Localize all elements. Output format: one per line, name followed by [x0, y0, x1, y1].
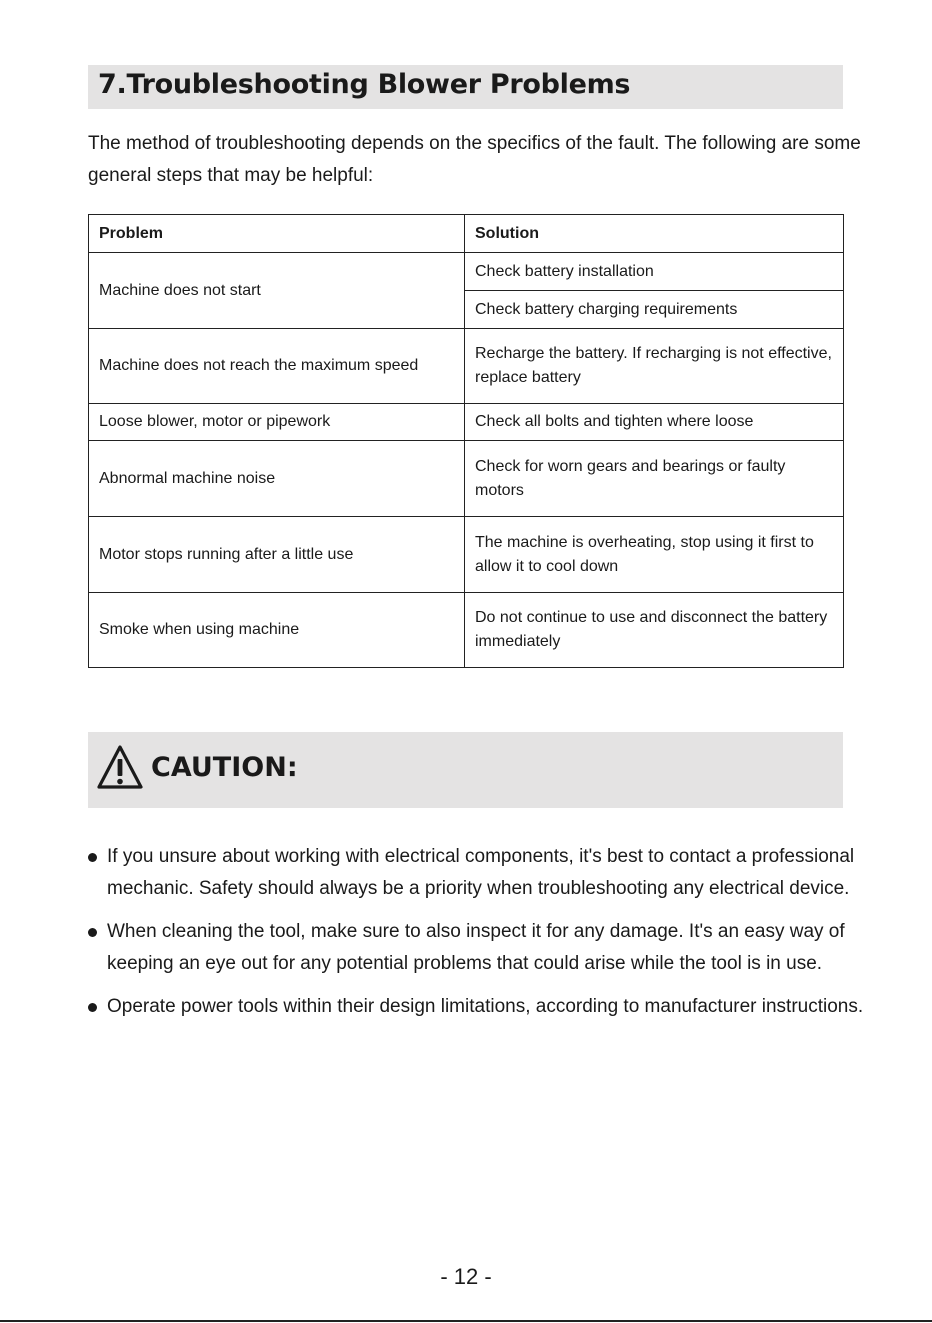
list-item	[88, 916, 868, 980]
bottom-rule	[0, 1320, 932, 1322]
problem-cell: Smoke when using machine	[89, 593, 465, 668]
table-header-row	[89, 215, 844, 253]
solution-cell: Check all bolts and tighten where loose	[465, 404, 844, 441]
intro-paragraph: The method of troubleshooting depends on the specifics of the fault. The following are some general steps that may be helpful:	[88, 133, 861, 186]
header-solution: Solution	[465, 215, 844, 253]
solution-cell: Recharge the battery. If recharging is not effective, replace battery	[465, 329, 844, 404]
table-row	[89, 253, 844, 291]
caution-list	[88, 841, 868, 1034]
caution-title: CAUTION:	[151, 752, 298, 783]
bullet-icon	[88, 853, 97, 862]
list-item	[88, 991, 868, 1023]
table-row	[89, 593, 844, 668]
section-heading-banner	[88, 65, 843, 109]
bullet-icon	[88, 1003, 97, 1012]
solution-cell: The machine is overheating, stop using it first to allow it to cool down	[465, 517, 844, 593]
table-row	[89, 441, 844, 517]
problem-cell: Machine does not start	[89, 253, 465, 329]
header-problem: Problem	[89, 215, 465, 253]
warning-triangle-icon	[96, 744, 144, 790]
problem-cell: Loose blower, motor or pipework	[89, 404, 465, 441]
caution-banner	[88, 732, 843, 808]
table-row	[89, 517, 844, 593]
page-number: - 12 -	[440, 1264, 492, 1289]
bullet-text: If you unsure about working with electrical components, it's best to contact a professional mechanic. Safety should always be a priority when troubleshooting any electrical device.	[107, 846, 855, 899]
table-row	[89, 404, 844, 441]
bullet-text: Operate power tools within their design limitations, according to manufacturer instructions.	[107, 996, 864, 1017]
bullet-text: When cleaning the tool, make sure to also inspect it for any damage. It's an easy way of keeping an eye out for any potential problems that could arise while the tool is in use.	[107, 921, 845, 974]
solution-cell: Check battery installation	[465, 253, 844, 291]
problem-cell: Machine does not reach the maximum speed	[89, 329, 465, 404]
solution-cell: Do not continue to use and disconnect the battery immediately	[465, 593, 844, 668]
solution-cell: Check for worn gears and bearings or faulty motors	[465, 441, 844, 517]
solution-cell: Check battery charging requirements	[465, 291, 844, 329]
bullet-icon	[88, 928, 97, 937]
problem-cell: Motor stops running after a little use	[89, 517, 465, 593]
section-heading: 7.Troubleshooting Blower Problems	[98, 69, 631, 100]
problem-cell: Abnormal machine noise	[89, 441, 465, 517]
troubleshooting-table	[88, 214, 844, 668]
list-item	[88, 841, 868, 905]
table-row	[89, 329, 844, 404]
